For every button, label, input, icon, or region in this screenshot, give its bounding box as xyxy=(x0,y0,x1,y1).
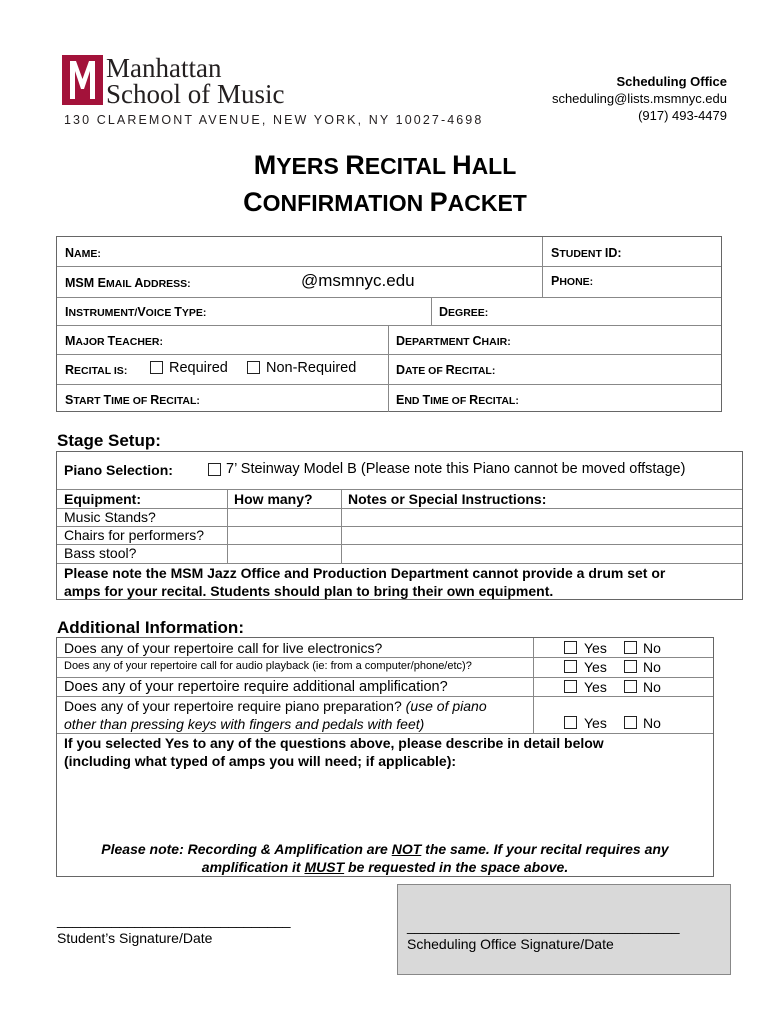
row-divider xyxy=(57,297,721,298)
recital-is-label: RECITAL IS: xyxy=(65,363,128,377)
yes-label: Yes xyxy=(584,715,607,731)
row-divider xyxy=(57,489,742,490)
non-required-checkbox[interactable] xyxy=(247,361,260,374)
major-teacher-label: MAJOR TEACHER: xyxy=(65,334,163,348)
scheduling-office-title: Scheduling Office xyxy=(616,74,727,89)
stage-setup-table xyxy=(56,451,743,600)
student-signature-label: Student’s Signature/Date xyxy=(57,930,213,946)
recording-note-line-1: Please note: Recording & Amplification are NOT the same. If your recital requires any xyxy=(101,841,669,857)
school-address: 130 CLAREMONT AVENUE, NEW YORK, NY 10027-4698 xyxy=(64,113,484,127)
audio-playback-no-checkbox[interactable] xyxy=(624,660,637,673)
scheduling-phone: (917) 493-4479 xyxy=(638,108,727,123)
question-live-electronics: Does any of your repertoire call for live electronics? xyxy=(64,640,383,656)
piano-preparation-yes-checkbox[interactable] xyxy=(564,716,577,729)
row-divider xyxy=(57,384,721,385)
msm-logo-mark xyxy=(62,55,103,105)
phone-label: PHONE: xyxy=(551,274,594,288)
no-label: No xyxy=(643,679,661,695)
question-audio-playback: Does any of your repertoire call for audio playback (ie: from a computer/phone/etc)? xyxy=(64,660,472,672)
student-info-table xyxy=(56,236,722,412)
col-divider xyxy=(533,638,534,733)
msm-email-label: MSM EMAIL ADDRESS: xyxy=(65,276,191,290)
description-area[interactable] xyxy=(59,773,711,836)
office-signature-line[interactable]: ___________________________________ xyxy=(407,918,680,934)
yes-label: Yes xyxy=(584,640,607,656)
equipment-item-bass-stool: Bass stool? xyxy=(64,545,137,561)
audio-playback-yes-checkbox[interactable] xyxy=(564,660,577,673)
piano-selection-label: Piano Selection: xyxy=(64,462,173,478)
question-amplification: Does any of your repertoire require additional amplification? xyxy=(64,679,448,695)
end-time-label: END TIME OF RECITAL: xyxy=(396,393,519,407)
row-divider xyxy=(57,508,742,509)
live-electronics-no-checkbox[interactable] xyxy=(624,641,637,654)
student-id-label: STUDENT ID: xyxy=(551,246,622,260)
notes-header: Notes or Special Instructions: xyxy=(348,491,547,507)
start-time-label: START TIME OF RECITAL: xyxy=(65,393,200,407)
date-of-recital-label: DATE OF RECITAL: xyxy=(396,363,496,377)
how-many-header: How many? xyxy=(234,491,313,507)
equipment-item-music-stands: Music Stands? xyxy=(64,509,156,525)
yes-label: Yes xyxy=(584,659,607,675)
scheduling-office-signature-box xyxy=(397,884,731,975)
col-divider xyxy=(388,325,389,412)
row-divider xyxy=(57,354,721,355)
yes-label: Yes xyxy=(584,679,607,695)
required-label: Required xyxy=(169,360,228,376)
logo-line-2: School of Music xyxy=(106,79,285,109)
department-chair-label: DEPARTMENT CHAIR: xyxy=(396,334,511,348)
page-title-line-1: MYERS RECITAL HALL xyxy=(253,150,517,180)
col-divider xyxy=(227,489,228,563)
live-electronics-yes-checkbox[interactable] xyxy=(564,641,577,654)
row-divider xyxy=(57,696,713,697)
no-label: No xyxy=(643,715,661,731)
scheduling-contact xyxy=(552,73,727,124)
col-divider xyxy=(341,489,342,563)
describe-instructions-line-2: (including what typed of amps you will need; if applicable): xyxy=(64,753,457,769)
question-piano-preparation: Does any of your repertoire require piano preparation? (use of piano xyxy=(64,698,487,714)
logo-line-1: Manhattan xyxy=(106,53,222,83)
col-divider xyxy=(431,297,432,325)
email-domain-value: @msmnyc.edu xyxy=(301,271,415,290)
piano-preparation-no-checkbox[interactable] xyxy=(624,716,637,729)
equipment-header: Equipment: xyxy=(64,491,141,507)
amplification-yes-checkbox[interactable] xyxy=(564,680,577,693)
row-divider xyxy=(57,266,721,267)
question-piano-preparation-detail: other than pressing keys with fingers and pedals with feet) xyxy=(64,716,425,732)
equipment-item-chairs: Chairs for performers? xyxy=(64,527,205,543)
jazz-office-note-line-1: Please note the MSM Jazz Office and Production Department cannot provide a drum set or xyxy=(64,565,666,581)
additional-info-table xyxy=(56,637,714,877)
student-signature-line[interactable]: ______________________________ xyxy=(57,912,291,928)
amplification-no-checkbox[interactable] xyxy=(624,680,637,693)
steinway-option-label: 7’ Steinway Model B (Please note this Piano cannot be moved offstage) xyxy=(226,461,686,477)
row-divider xyxy=(57,544,742,545)
row-divider xyxy=(57,677,713,678)
additional-info-heading: Additional Information: xyxy=(57,618,244,637)
describe-instructions-line-1: If you selected Yes to any of the questions above, please describe in detail below xyxy=(64,735,604,751)
page-title-line-2: CONFIRMATION PACKET xyxy=(243,187,527,217)
required-checkbox[interactable] xyxy=(150,361,163,374)
row-divider xyxy=(57,563,742,564)
row-divider xyxy=(57,657,713,658)
scheduling-email: scheduling@lists.msmnyc.edu xyxy=(551,91,727,106)
instrument-label: INSTRUMENT/VOICE TYPE: xyxy=(65,305,207,319)
stage-setup-heading: Stage Setup: xyxy=(57,431,161,450)
non-required-label: Non-Required xyxy=(266,360,357,376)
office-signature-label: Scheduling Office Signature/Date xyxy=(407,936,614,952)
no-label: No xyxy=(643,659,661,675)
steinway-checkbox[interactable] xyxy=(208,463,221,476)
col-divider xyxy=(542,237,543,297)
recording-note-line-2: amplification it MUST be requested in the space above. xyxy=(201,859,569,875)
degree-label: DEGREE: xyxy=(439,305,489,319)
name-label: NAME: xyxy=(65,246,101,260)
no-label: No xyxy=(643,640,661,656)
row-divider xyxy=(57,325,721,326)
jazz-office-note-line-2: amps for your recital. Students should plan to bring their own equipment. xyxy=(64,583,554,599)
row-divider xyxy=(57,733,713,734)
